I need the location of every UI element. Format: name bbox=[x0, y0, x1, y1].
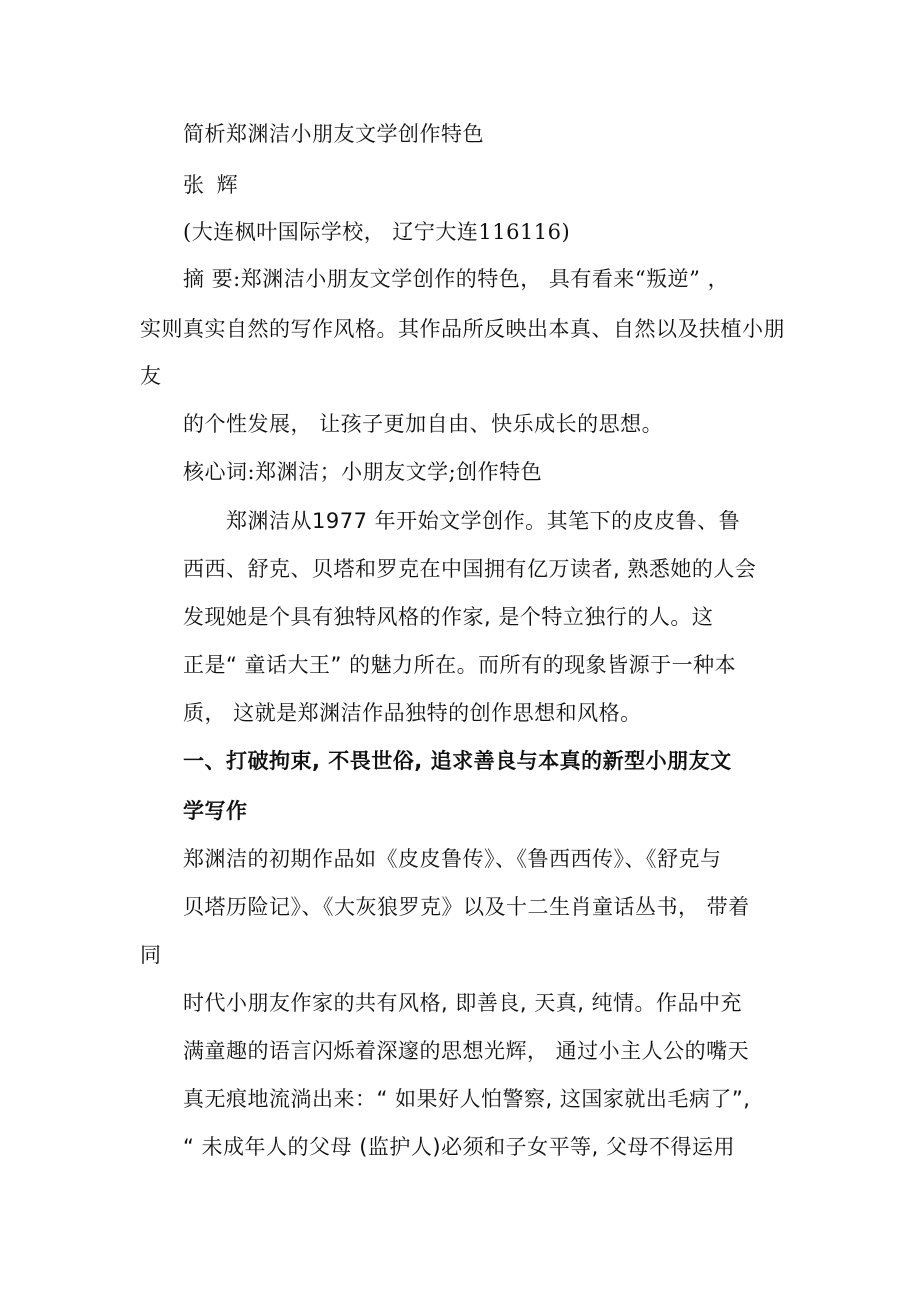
body-line: 同 bbox=[140, 943, 162, 967]
document-title: 简析郑渊洁小朋友文学创作特色 bbox=[183, 122, 484, 146]
body-line: “ 未成年人的父母 (监护人)必须和子女平等, 父母不得运用 bbox=[183, 1135, 735, 1159]
intro-line: 发现她是个具有独特风格的作家, 是个特立独行的人。这 bbox=[183, 605, 714, 629]
section-heading: 学写作 bbox=[183, 799, 248, 823]
body-line: 真无痕地流淌出来：“ 如果好人怕警察, 这国家就出毛病了”, bbox=[183, 1087, 751, 1111]
body-line: 贝塔历险记》、《大灰狼罗克》以及十二生肖童话丛书， 带着 bbox=[183, 895, 750, 919]
body-line: 满童趣的语言闪烁着深邃的思想光辉， 通过小主人公的嘴天 bbox=[183, 1039, 750, 1063]
keywords: 核心词:郑渊洁；小朋友文学;创作特色 bbox=[183, 460, 543, 484]
intro-line: 西西、舒克、贝塔和罗克在中国拥有亿万读者, 熟悉她的人会 bbox=[183, 557, 757, 581]
body-line: 时代小朋友作家的共有风格, 即善良, 天真, 纯情。作品中充 bbox=[183, 991, 743, 1015]
abstract-line: 友 bbox=[140, 364, 162, 388]
abstract-line: 的个性发展， 让孩子更加自由、快乐成长的思想。 bbox=[183, 412, 664, 436]
intro-line: 正是“ 童话大王” 的魅力所在。而所有的现象皆源于一种本 bbox=[183, 653, 737, 677]
author-name: 张 辉 bbox=[183, 173, 241, 197]
section-heading: 一、打破拘束, 不畏世俗, 追求善良与本真的新型小朋友文 bbox=[183, 749, 732, 773]
intro-line: 郑渊洁从1977 年开始文学创作。其笔下的皮皮鲁、鲁 bbox=[226, 509, 741, 533]
abstract-line: 实则真实自然的写作风格。其作品所反映出本真、自然以及扶植小朋 bbox=[140, 317, 785, 341]
abstract-line: 摘 要:郑渊洁小朋友文学创作的特色， 具有看来“叛逆” ， bbox=[183, 267, 730, 291]
body-line: 郑渊洁的初期作品如《皮皮鲁传》、《鲁西西传》、《舒克与 bbox=[183, 847, 722, 871]
author-affiliation: (大连枫叶国际学校， 辽宁大连116116) bbox=[183, 220, 571, 244]
intro-line: 质， 这就是郑渊洁作品独特的创作思想和风格。 bbox=[183, 701, 642, 725]
